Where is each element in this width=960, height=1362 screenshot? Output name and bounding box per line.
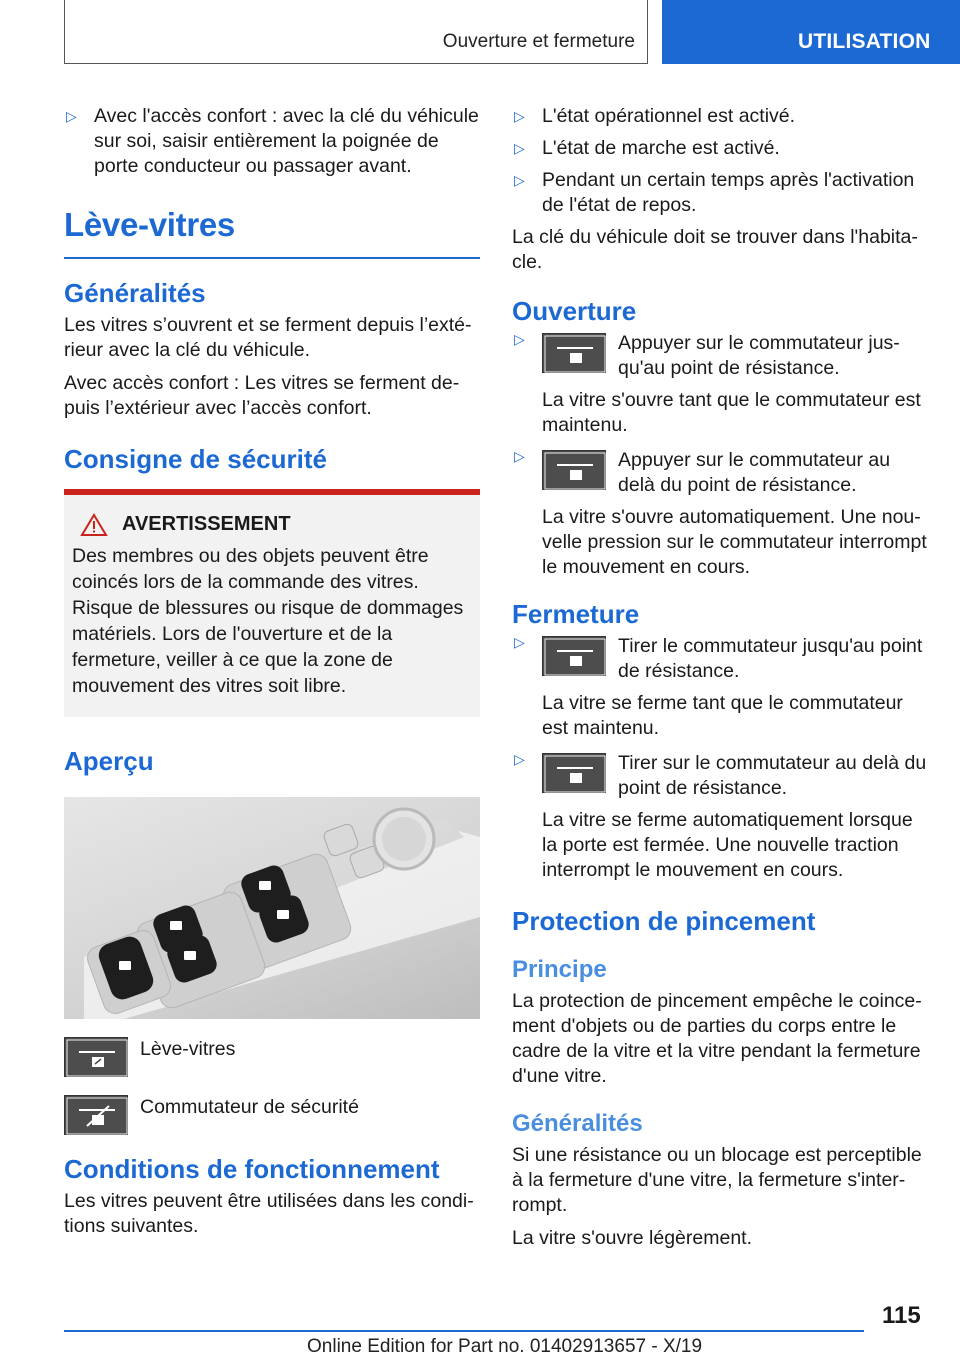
- bullet-triangle-icon: ▷: [514, 172, 525, 188]
- header-tab-label: UTILISATION: [798, 30, 931, 53]
- footer-rule: [64, 1330, 864, 1332]
- generalites-p2: Avec accès confort : Les vitres se ferment depuis l’extérieur avec l’accès confort.: [64, 371, 460, 419]
- intro-bullet-text: Avec l'accès confort : avec la clé du véhicule sur soi, saisir entièrement la poignée de porte conducteur ou passager avant.: [94, 105, 479, 177]
- fermeture-item-follow: La vitre se ferme tant que le commutateur est maintenu.: [542, 692, 903, 739]
- bullet-triangle-icon: ▷: [514, 448, 525, 464]
- legend-label-safety: Commutateur de sécurité: [140, 1095, 359, 1118]
- page-title: Lève-vitres: [64, 206, 235, 243]
- ouverture-item-follow: La vitre s'ouvre automatiquement. Une nouvelle pression sur le commutateur interrompt le mouvement en cours.: [542, 506, 927, 578]
- generalites-right-text: Si une résistance ou un blocage est perceptible à la fermeture d'une vitre, la fermeture s'interrompt.: [512, 1144, 922, 1216]
- window-lifter-switch-icon: [64, 1037, 128, 1077]
- final-text: La vitre s'ouvre légèrement.: [512, 1227, 753, 1249]
- protection-heading: Protection de pincement: [512, 906, 816, 936]
- bullet-triangle-icon: ▷: [514, 331, 525, 347]
- left-column: [64, 104, 480, 1247]
- bullet-triangle-icon: ▷: [514, 751, 525, 767]
- fermeture-item-follow: La vitre se ferme automatiquement lorsque la porte est fermée. Une nouvelle traction interrompt le mouvement en cours.: [542, 809, 913, 881]
- window-lifter-switch-icon: [542, 450, 606, 490]
- fermeture-item: [512, 634, 928, 741]
- window-lifter-switch-icon: [542, 333, 606, 373]
- ouverture-item-lead: Appuyer sur le commutateur jusqu'au point de résistance.: [618, 332, 900, 379]
- ouverture-item-lead: Appuyer sur le commutateur au delà du point de résistance.: [618, 449, 891, 496]
- warning-triangle-icon: [80, 513, 108, 537]
- header-section-title: Ouverture et fermeture: [442, 31, 635, 52]
- condition-bullet: [512, 104, 928, 129]
- header-tab: [662, 0, 960, 64]
- fermeture-item: [512, 751, 928, 883]
- fermeture-heading: Fermeture: [512, 599, 640, 629]
- legend-row-lifter: [64, 1037, 480, 1077]
- ouverture-heading: Ouverture: [512, 296, 637, 326]
- ouverture-item: [512, 331, 928, 438]
- safety-switch-icon: [64, 1095, 128, 1135]
- legend-label-lifter: Lève-vitres: [140, 1037, 236, 1060]
- fermeture-item-lead: Tirer sur le commutateur au delà du point de résistance.: [618, 752, 927, 799]
- condition-bullet: [512, 136, 928, 161]
- ouverture-item: [512, 448, 928, 580]
- window-switch-photo: [64, 797, 480, 1019]
- bullet-triangle-icon: ▷: [514, 634, 525, 650]
- intro-bullet: [64, 104, 480, 179]
- legend-row-safety: [64, 1095, 480, 1135]
- warning-text: Des membres ou des objets peuvent être coincés lors de la commande des vitres. Risque de blessures ou risque de dommages matériels. Lors de l'ouverture et de la fermeture, veiller à ce que la zone de mouvement des vitres soit libre.: [72, 544, 464, 697]
- footer-edition: Online Edition for Part no. 01402913657 - X/19: [307, 1336, 703, 1357]
- fermeture-item-lead: Tirer le commutateur jusqu'au point de résistance.: [618, 635, 923, 682]
- bullet-triangle-icon: ▷: [514, 140, 525, 156]
- warning-box: [64, 495, 480, 717]
- warning-title-row: [80, 513, 472, 537]
- bullet-triangle-icon: ▷: [514, 108, 525, 124]
- ouverture-item-follow: La vitre s'ouvre tant que le commutateur est maintenu.: [542, 389, 921, 436]
- generalites-p1: Les vitres s’ouvrent et se ferment depuis l’extérieur avec la clé du véhicule.: [64, 313, 472, 361]
- key-note: La clé du véhicule doit se trouver dans l'habitacle.: [512, 226, 918, 273]
- bullet-triangle-icon: ▷: [66, 108, 77, 124]
- condition-bullet-text: L'état de marche est activé.: [542, 137, 780, 159]
- condition-bullet-text: Pendant un certain temps après l'activation de l'état de repos.: [542, 169, 915, 216]
- conditions-text: Les vitres peuvent être utilisées dans les conditions suivantes.: [64, 1189, 474, 1237]
- page-number: 115: [882, 1302, 921, 1329]
- right-column: [512, 104, 928, 1259]
- conditions-heading: Conditions de fonctionnement: [64, 1153, 440, 1184]
- title-rule: [64, 257, 480, 259]
- principe-heading: Principe: [512, 956, 607, 983]
- header-section-box: [64, 0, 648, 64]
- apercu-heading: Aperçu: [64, 745, 154, 776]
- generalites-heading: Généralités: [64, 277, 206, 308]
- generalites-right-heading: Généralités: [512, 1110, 643, 1137]
- consigne-heading: Consigne de sécurité: [64, 443, 327, 474]
- principe-text: La protection de pincement empêche le coincement d'objets ou de parties du corps entre le cadre de la vitre et la vitre pendant la fermeture d'une vitre.: [512, 990, 922, 1087]
- condition-bullet-text: L'état opérationnel est activé.: [542, 105, 796, 127]
- warning-title: AVERTISSEMENT: [122, 513, 291, 535]
- window-lifter-switch-icon: [542, 753, 606, 793]
- window-lifter-switch-icon: [542, 636, 606, 676]
- condition-bullet: [512, 168, 928, 218]
